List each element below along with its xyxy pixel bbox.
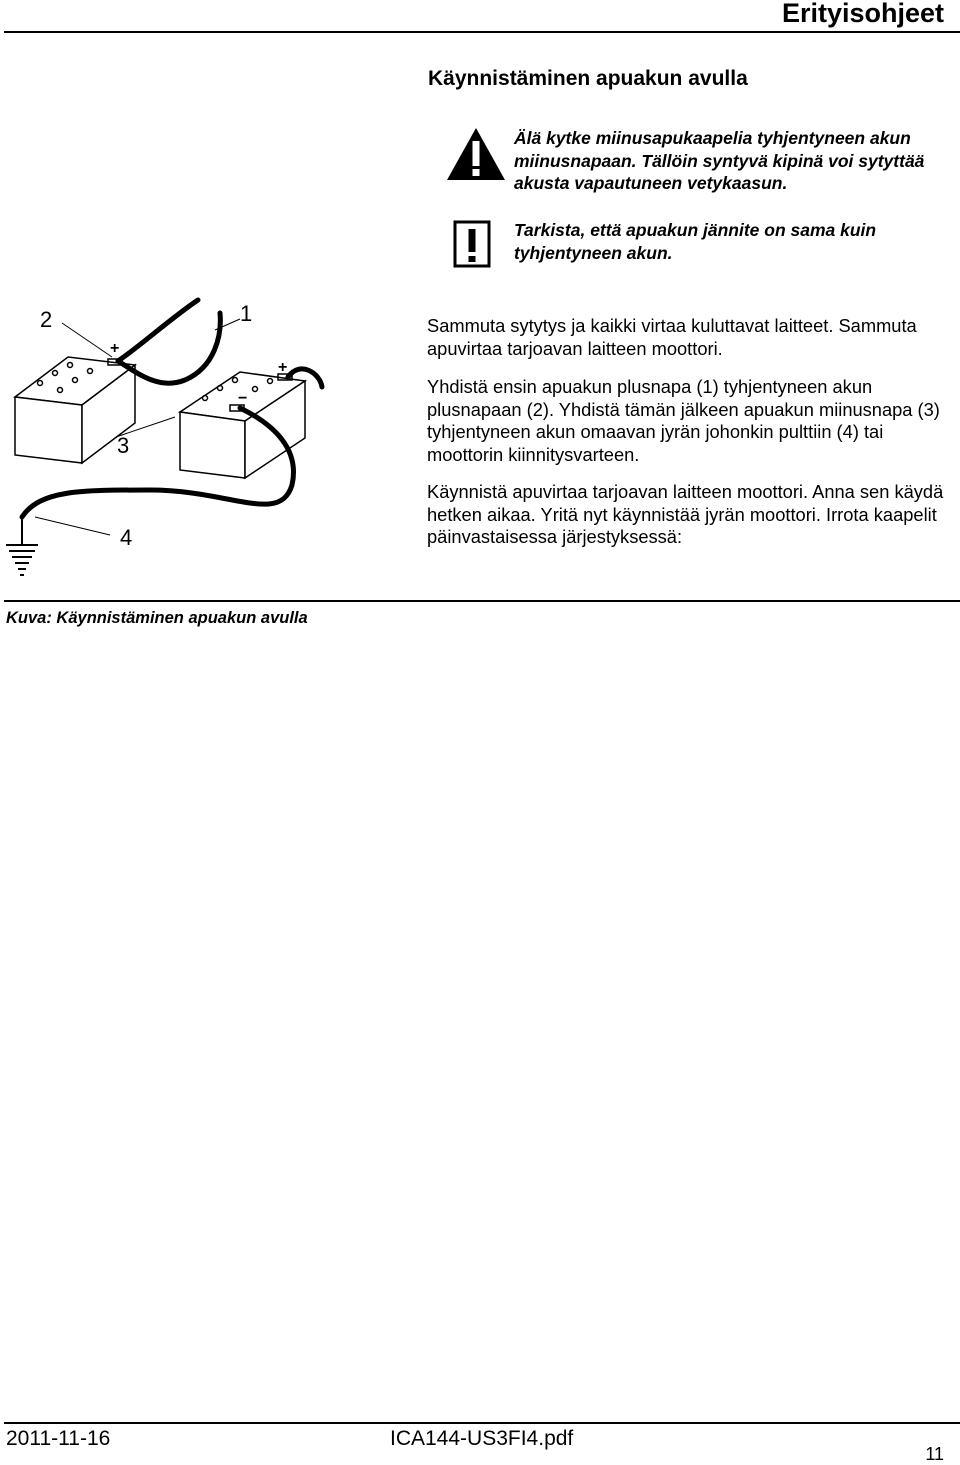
- minus-sign: −: [238, 390, 248, 407]
- figure-caption: Kuva: Käynnistäminen apuakun avulla: [6, 609, 308, 627]
- callout-2: 2: [40, 307, 53, 332]
- warning-text: Älä kytke miinusapukaapelia tyhjentyneen akun miinusnapaan. Tällöin syntyvä kipinä voi sytyttää akusta vapautuneen vetykaasun.: [514, 128, 925, 193]
- header-title: Erityisohjeet: [781, 0, 944, 28]
- callout-3: 3: [117, 433, 130, 458]
- ground-symbol: [6, 517, 38, 575]
- section-title: Käynnistäminen apuakun avulla: [428, 67, 748, 90]
- header-divider: [4, 31, 960, 33]
- plus-sign: +: [110, 340, 120, 357]
- footer-filename: ICA144-US3FI4.pdf: [390, 1427, 574, 1450]
- page-number: 11: [925, 1444, 944, 1464]
- callout-1: 1: [240, 301, 253, 326]
- footer-date: 2011-11-16: [6, 1427, 111, 1450]
- battery-right: [180, 372, 305, 478]
- caption-divider: [4, 600, 960, 602]
- instruction-paragraph: Yhdistä ensin apuakun plusnapa (1) tyhjentyneen akun plusnapaan (2). Yhdistä tämän jälkeen apuakun miinusnapa (3) tyhjentyneen akun omaavan jyrän johonkin pulttiin (4) tai moottorin kiinnitysvarteen.: [427, 376, 940, 465]
- plus-sign: +: [278, 359, 288, 376]
- warning-triangle-icon: [445, 126, 507, 182]
- notice-icon: [453, 220, 491, 268]
- jump-start-figure: [0, 295, 420, 595]
- instruction-paragraph: Käynnistä apuvirtaa tarjoavan laitteen moottori. Anna sen käydä hetken aikaa. Yritä nyt käynnistää jyrän moottori. Irrota kaapelit päinvastaisessa järjestyksessä:: [427, 481, 944, 547]
- notice-text: Tarkista, että apuakun jännite on sama kuin tyhjentyneen akun.: [514, 220, 877, 263]
- instruction-paragraph: Sammuta sytytys ja kaikki virtaa kuluttavat laitteet. Sammuta apuvirtaa tarjoavan laitteen moottori.: [427, 315, 917, 359]
- footer-divider: [4, 1422, 960, 1424]
- callout-4: 4: [120, 525, 133, 550]
